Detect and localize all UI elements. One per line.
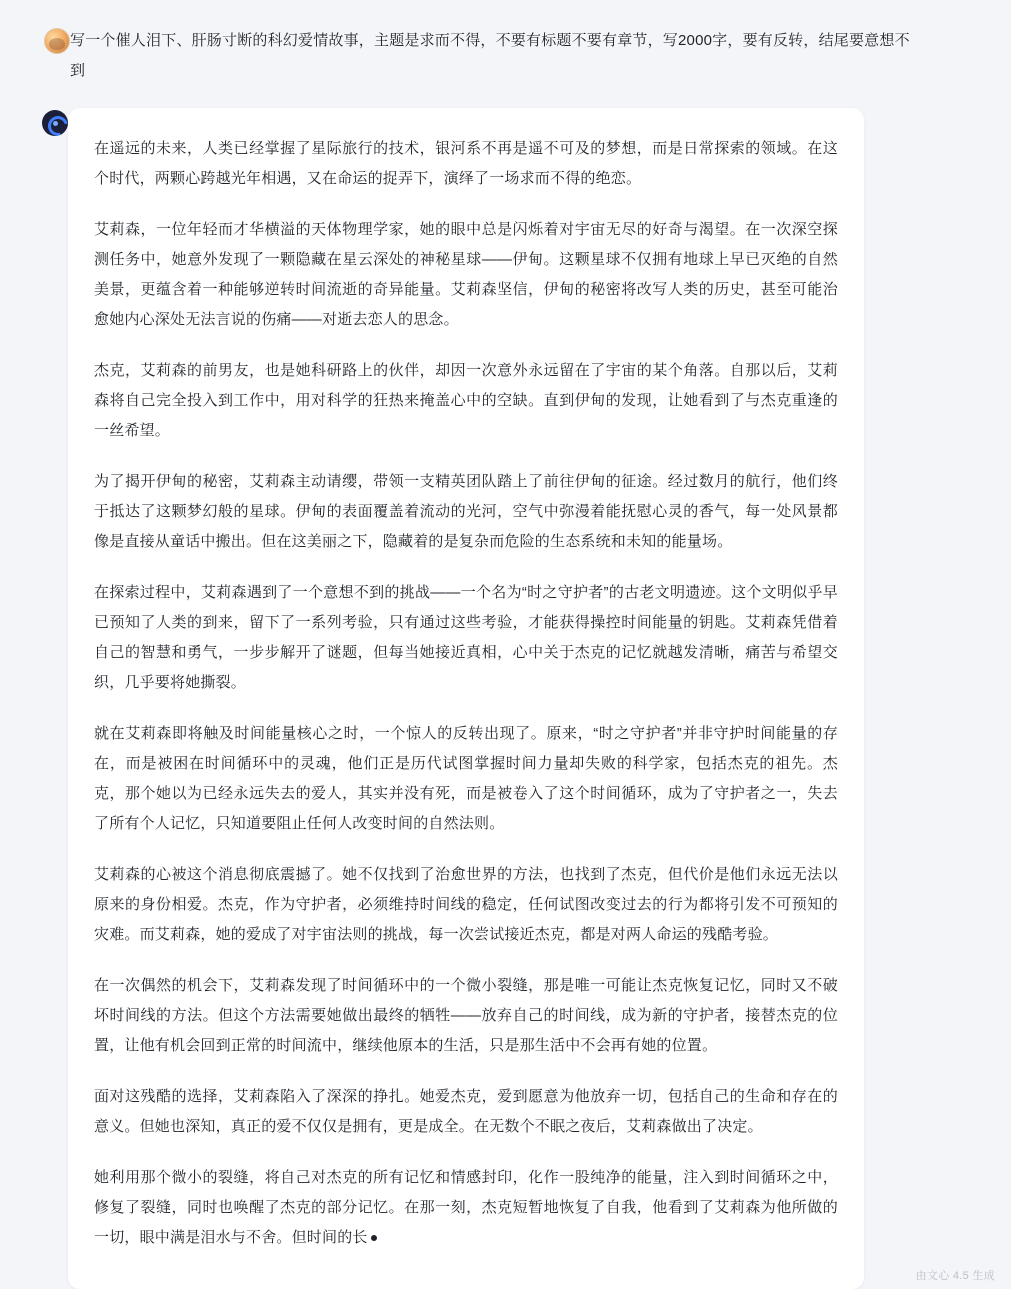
- answer-paragraph: 为了揭开伊甸的秘密，艾莉森主动请缨，带领一支精英团队踏上了前往伊甸的征途。经过数月的航行，他们终于抵达了这颗梦幻般的星球。伊甸的表面覆盖着流动的光河，空气中弥漫着能抚慰心灵的香气，每一处风景都像是直接从童话中搬出。但在这美丽之下，隐藏着的是复杂而危险的生态系统和未知的能量场。: [94, 473, 838, 550]
- streaming-cursor-icon: [371, 1235, 377, 1241]
- answer-paragraph: 艾莉森的心被这个消息彻底震撼了。她不仅找到了治愈世界的方法，也找到了杰克，但代价是他们永远无法以原来的身份相爱。杰克，作为守护者，必须维持时间线的稳定，任何试图改变过去的行为都将引发不可预知的灾难。而艾莉森，她的爱成了对宇宙法则的挑战，每一次尝试接近杰克，都是对两人命运的残酷考验。: [94, 866, 838, 943]
- answer-paragraph-text: 她利用那个微小的裂缝，将自己对杰克的所有记忆和情感封印，化作一股纯净的能量，注入到时间循环之中，修复了裂缝，同时也唤醒了杰克的部分记忆。在那一刻，杰克短暂地恢复了自我，他看到了艾莉森为他所做的一切，眼中满是泪水与不舍。但时间的长: [94, 1169, 838, 1246]
- assistant-answer-card: [68, 108, 864, 1289]
- assistant-avatar-icon: [42, 110, 68, 136]
- user-message-row: [0, 18, 1011, 86]
- answer-paragraph: 艾莉森，一位年轻而才华横溢的天体物理学家，她的眼中总是闪烁着对宇宙无尽的好奇与渴望。在一次深空探测任务中，她意外发现了一颗隐藏在星云深处的神秘星球——伊甸。这颗星球不仅拥有地球上早已灭绝的自然美景，更蕴含着一种能够逆转时间流逝的奇异能量。艾莉森坚信，伊甸的秘密将改写人类的历史，甚至可能治愈她内心深处无法言说的伤痛——对逝去恋人的思念。: [94, 221, 838, 328]
- user-message-text: 写一个催人泪下、肝肠寸断的科幻爱情故事，主题是求而不得，不要有标题不要有章节，写2000字，要有反转，结尾要意想不到: [70, 32, 910, 79]
- answer-paragraph-streaming: [94, 1152, 838, 1263]
- answer-paragraph: 就在艾莉森即将触及时间能量核心之时，一个惊人的反转出现了。原来，“时之守护者”并非守护时间能量的存在，而是被困在时间循环中的灵魂，他们正是历代试图掌握时间力量却失败的科学家，包括杰克的祖先。杰克，那个她以为已经永远失去的爱人，其实并没有死，而是被卷入了这个时间循环，成为了守护者之一，失去了所有个人记忆，只知道要阻止任何人改变时间的自然法则。: [94, 725, 838, 832]
- answer-paragraph: 在遥远的未来，人类已经掌握了星际旅行的技术，银河系不再是遥不可及的梦想，而是日常探索的领域。在这个时代，两颗心跨越光年相遇，又在命运的捉弄下，演绎了一场求而不得的绝恋。: [94, 140, 838, 187]
- answer-paragraph: 在一次偶然的机会下，艾莉森发现了时间循环中的一个微小裂缝，那是唯一可能让杰克恢复记忆，同时又不破坏时间线的方法。但这个方法需要她做出最终的牺牲——放弃自己的时间线，成为新的守护者，接替杰克的位置，让他有机会回到正常的时间流中，继续他原本的生活，只是那生活中不会再有她的位置。: [94, 977, 838, 1054]
- answer-paragraph: 在探索过程中，艾莉森遇到了一个意想不到的挑战——一个名为“时之守护者”的古老文明遗迹。这个文明似乎早已预知了人类的到来，留下了一系列考验，只有通过这些考验，才能获得操控时间能量的钥匙。艾莉森凭借着自己的智慧和勇气，一步步解开了谜题，但每当她接近真相，心中关于杰克的记忆就越发清晰，痛苦与希望交织，几乎要将她撕裂。: [94, 584, 838, 691]
- generation-watermark: 由文心 4.5 生成: [915, 1270, 995, 1282]
- assistant-message-row: [0, 86, 1011, 1289]
- user-avatar-icon: [44, 28, 70, 54]
- answer-paragraph: 杰克，艾莉森的前男友，也是她科研路上的伙伴，却因一次意外永远留在了宇宙的某个角落。自那以后，艾莉森将自己完全投入到工作中，用对科学的狂热来掩盖心中的空缺。直到伊甸的发现，让她看到了与杰克重逢的一丝希望。: [94, 362, 838, 439]
- answer-paragraph: 面对这残酷的选择，艾莉森陷入了深深的挣扎。她爱杰克，爱到愿意为他放弃一切，包括自己的生命和存在的意义。但她也深知，真正的爱不仅仅是拥有，更是成全。在无数个不眠之夜后，艾莉森做出了决定。: [94, 1088, 838, 1135]
